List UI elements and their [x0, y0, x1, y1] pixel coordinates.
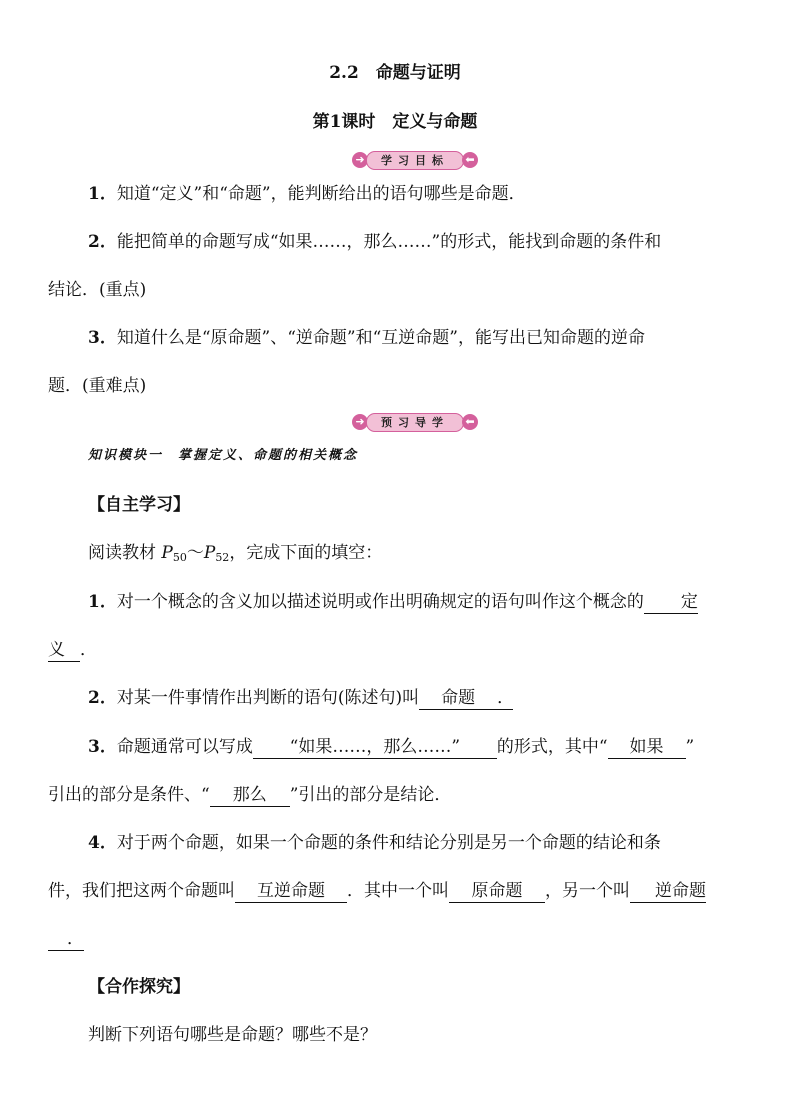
question-1-answer-a: 定 [644, 592, 698, 614]
section-title-text: 2.2 命题与证明 [329, 63, 461, 83]
page-to-sub: 52 [215, 551, 230, 564]
question-3-answer-1: “如果……，那么……” [253, 737, 497, 759]
question-4-text-b: 件，我们把这两个命题叫 [48, 881, 235, 901]
question-4-text-c: ．其中一个叫 [347, 881, 449, 901]
objective-2 [88, 230, 661, 254]
objective-3-cont: 题．(重难点) [48, 376, 147, 396]
question-2-answer: 命题 [419, 688, 497, 710]
objective-1 [88, 182, 526, 206]
objective-2-num: 2． [88, 232, 117, 252]
question-4-answer-1: 互逆命题 [235, 881, 347, 903]
question-4-num: 4． [88, 833, 117, 853]
objective-3 [88, 326, 645, 350]
question-2-num: 2． [88, 688, 117, 708]
objective-3-text: 知道什么是“原命题”、“逆命题”和“互逆命题”，能写出已知命题的逆命 [116, 328, 645, 348]
question-1-num: 1． [88, 592, 117, 612]
question-4-text-a: 对于两个命题，如果一个命题的条件和结论分别是另一个命题的结论和条 [116, 833, 661, 853]
objectives-badge [352, 150, 478, 170]
question-1-text: 对一个概念的含义加以描述说明或作出明确规定的语句叫作这个概念的 [116, 592, 644, 612]
question-3-num: 3． [88, 737, 117, 757]
objective-1-text: 知道“定义”和“命题”，能判断给出的语句哪些是命题． [116, 184, 526, 204]
page-to: P [203, 543, 216, 563]
module-title: 知识模块一 掌握定义、命题的相关概念 [88, 448, 359, 463]
question-3-text-a: 命题通常可以写成 [116, 737, 253, 757]
question-4 [88, 831, 661, 855]
question-2 [88, 686, 513, 710]
objective-2-text: 能把简单的命题写成“如果……，那么……”的形式，能找到命题的条件和 [116, 232, 662, 252]
arrow-right-icon: ➜ [352, 414, 368, 430]
question-4-end-line [48, 927, 84, 951]
arrow-left-icon: ⬅ [462, 414, 478, 430]
question-3-text-c: ” [685, 737, 695, 757]
question-4-text-d: ，另一个叫 [545, 881, 630, 901]
reading-instruction [88, 541, 382, 570]
objective-2-cont: 结论．(重点) [48, 280, 147, 300]
preview-badge-label: 预习导学 [366, 413, 464, 432]
question-1-answer-b: 义 [48, 640, 80, 662]
range-separator: ～ [186, 543, 204, 563]
objectives-badge-label: 学习目标 [366, 151, 464, 170]
question-3-text-e: ”引出的部分是结论． [289, 785, 452, 805]
reading-suffix: ，完成下面的填空： [229, 543, 383, 563]
question-1-end: ． [80, 640, 97, 660]
self-study-heading: 【自主学习】 [88, 495, 190, 515]
coop-text: 判断下列语句哪些是命题？哪些不是？ [88, 1025, 377, 1045]
arrow-left-icon: ⬅ [462, 152, 478, 168]
section-title [0, 61, 790, 85]
page-from-sub: 50 [172, 551, 187, 564]
lesson-title: 第1课时 定义与命题 [312, 112, 478, 132]
question-4-cont [48, 879, 706, 903]
question-1-cont [48, 638, 97, 662]
question-3-text-b: 的形式，其中“ [496, 737, 608, 757]
question-3-cont [48, 783, 451, 807]
question-3-answer-2: 如果 [608, 737, 686, 759]
question-2-text: 对某一件事情作出判断的语句(陈述句)叫 [116, 688, 420, 708]
preview-badge [352, 412, 478, 432]
objective-3-num: 3． [88, 328, 117, 348]
question-3 [88, 735, 694, 759]
question-4-end: ． [48, 929, 84, 951]
question-3-text-d: 引出的部分是条件、“ [48, 785, 210, 805]
question-4-answer-2: 原命题 [449, 881, 545, 903]
question-2-end: ． [497, 688, 515, 708]
objective-1-num: 1． [88, 184, 117, 204]
question-3-answer-3: 那么 [210, 785, 290, 807]
arrow-right-icon: ➜ [352, 152, 368, 168]
reading-prefix: 阅读教材 [88, 543, 162, 563]
coop-heading: 【合作探究】 [88, 977, 190, 997]
page-from: P [161, 543, 173, 563]
question-1 [88, 590, 698, 614]
question-4-answer-3: 逆命题 [630, 881, 706, 903]
